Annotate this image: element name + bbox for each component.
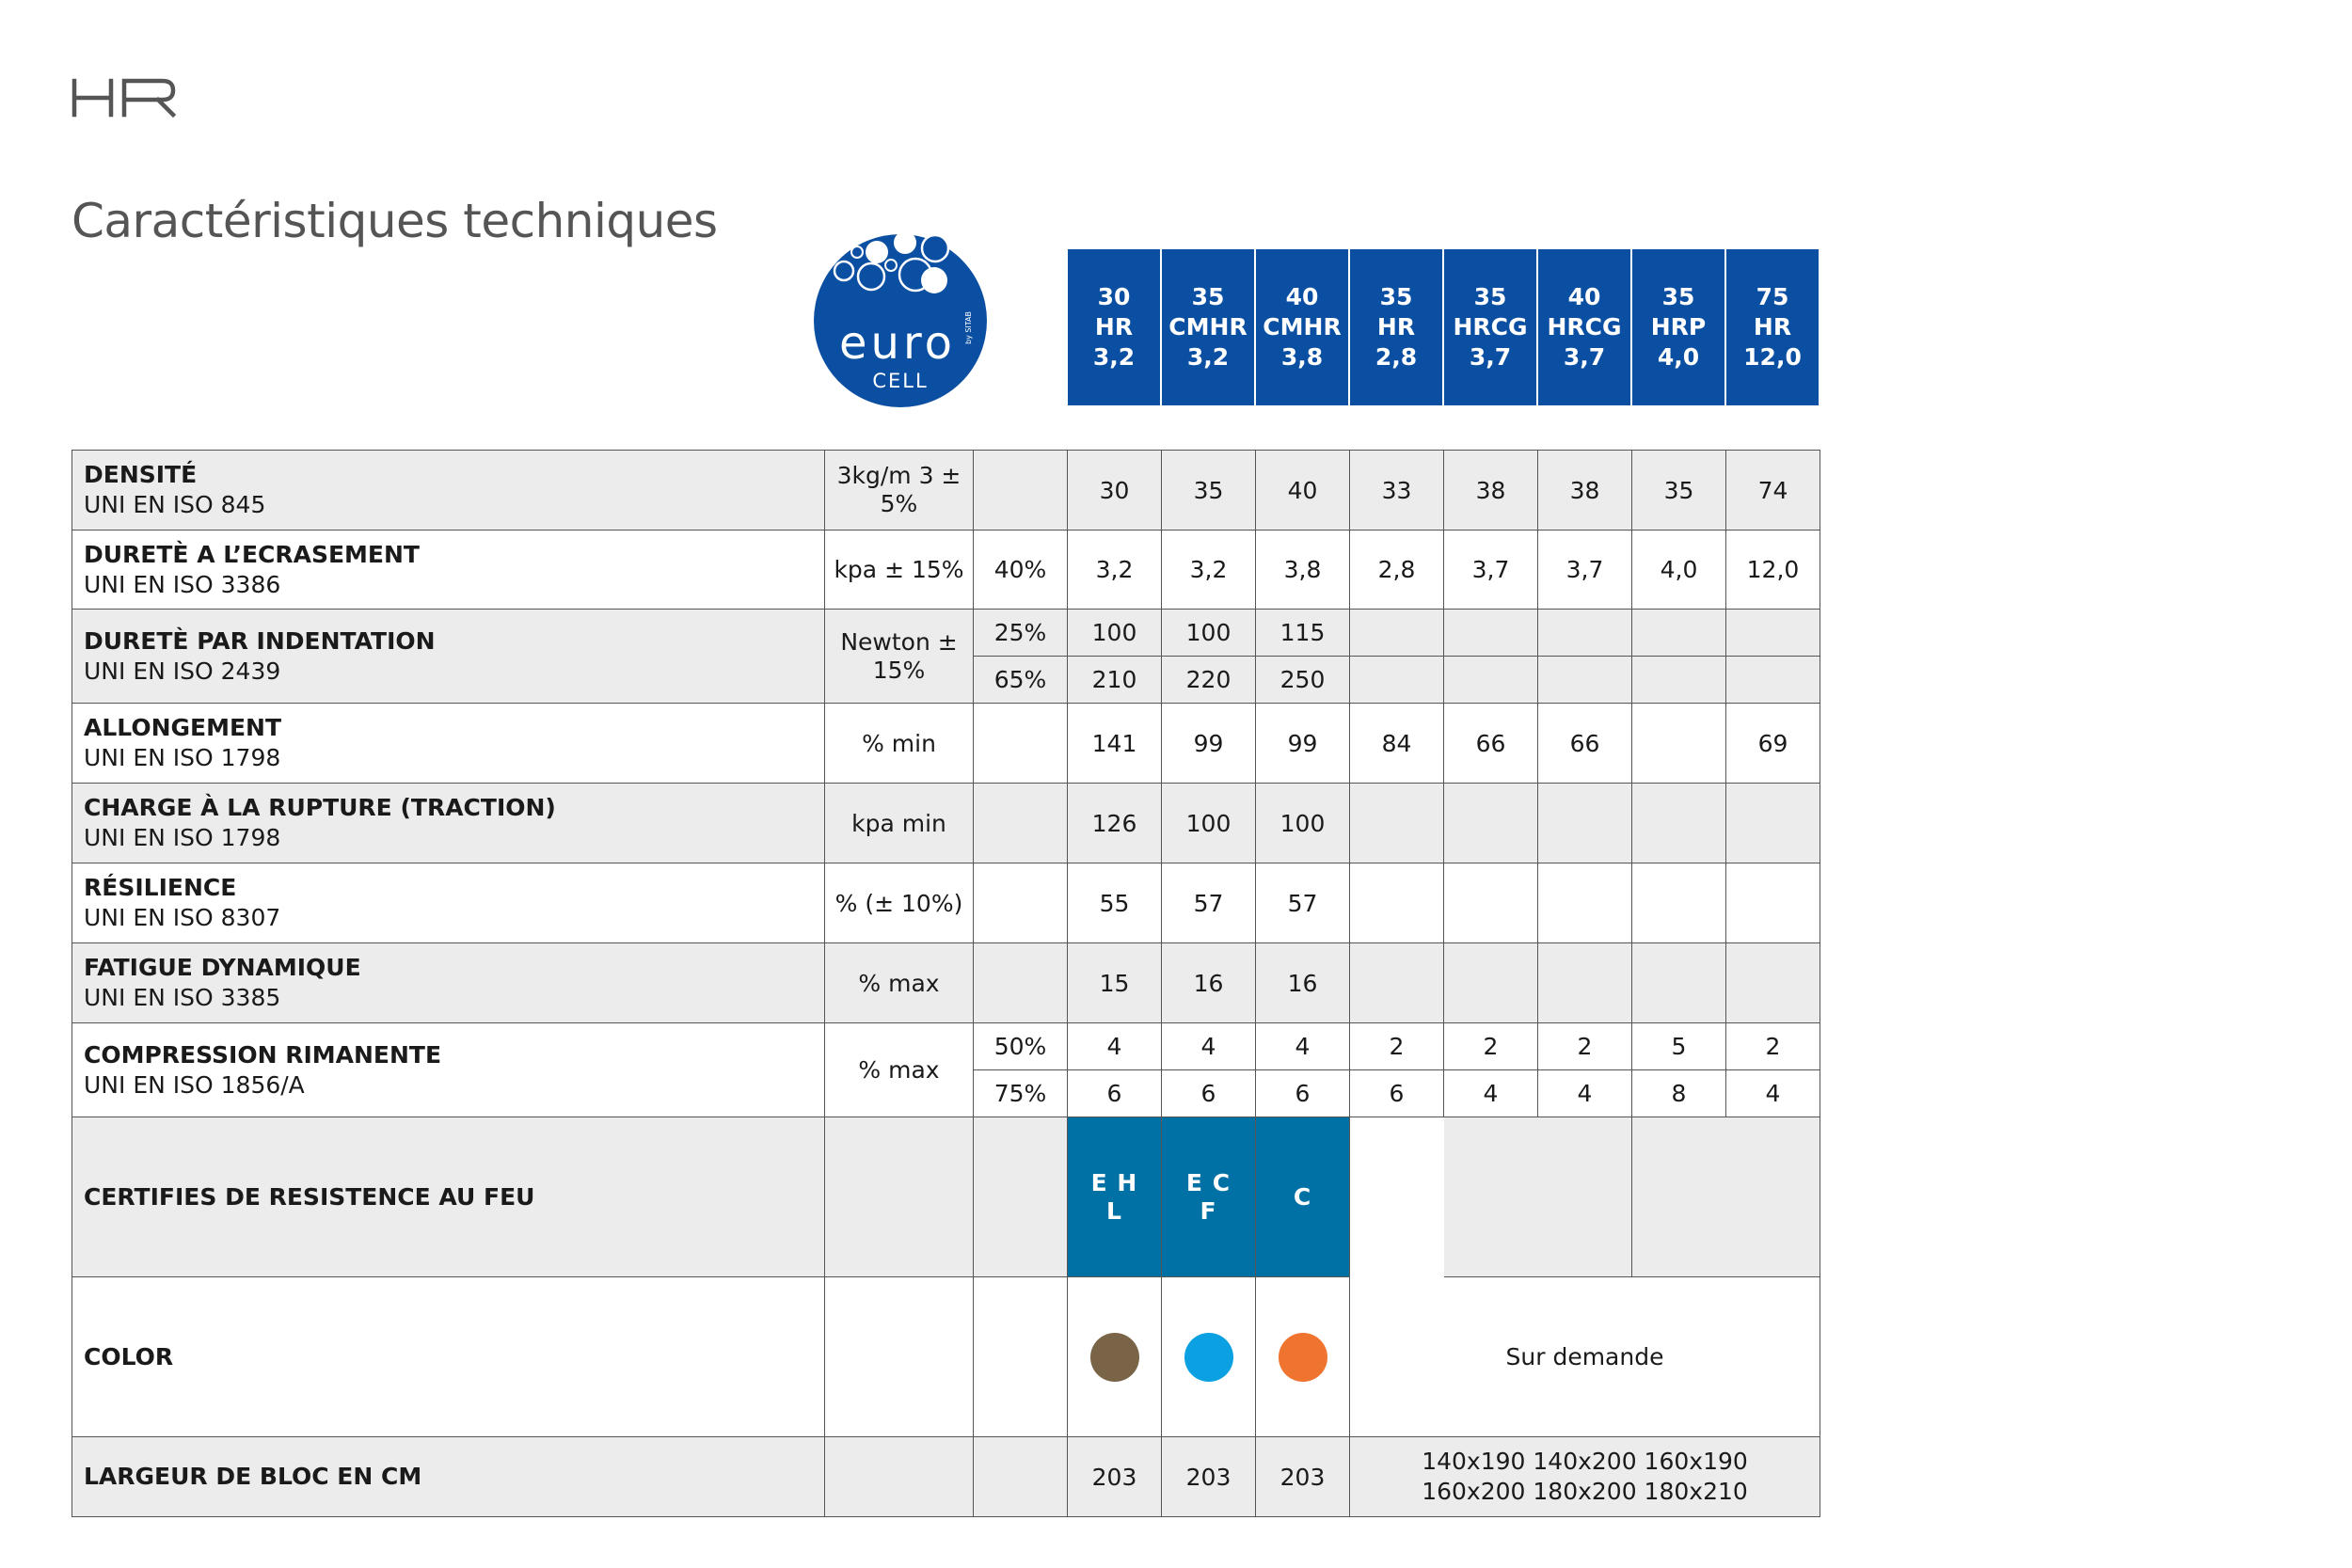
- label-color: COLOR: [72, 1277, 825, 1437]
- label-densite: DENSITÉ UNI EN ISO 845: [72, 451, 825, 531]
- cell: 100: [1162, 610, 1256, 657]
- product-header-3: 40 CMHR 3,8: [1256, 249, 1348, 405]
- sub-durete-indentation-2: 65%: [974, 657, 1068, 704]
- product-header-5: 35 HRCG 3,7: [1444, 249, 1536, 405]
- cell: 4: [1726, 1070, 1820, 1117]
- sub-compression-2: 75%: [974, 1070, 1068, 1117]
- color-note: Sur demande: [1350, 1277, 1820, 1437]
- product-header-8: 75 HR 12,0: [1726, 249, 1819, 405]
- row-color: [72, 1277, 1820, 1437]
- row-feu: [72, 1117, 1820, 1277]
- eurocell-logo: [813, 233, 988, 408]
- fire-cert-2: E C F: [1162, 1117, 1256, 1277]
- cell: 57: [1162, 863, 1256, 943]
- product-header-1: 30 HR 3,2: [1068, 249, 1160, 405]
- cell: 99: [1162, 704, 1256, 784]
- cell: 203: [1256, 1437, 1350, 1517]
- label-feu: CERTIFIES DE RESISTENCE AU FEU: [72, 1117, 825, 1277]
- row-resilience: [72, 863, 1820, 943]
- cell: 38: [1444, 451, 1538, 531]
- row-durete-ecrasement: [72, 531, 1820, 610]
- row-largeur: [72, 1437, 1820, 1517]
- cell: 6: [1256, 1070, 1350, 1117]
- specs-table: [72, 450, 1820, 1517]
- fire-cert-1: E H L: [1068, 1117, 1162, 1277]
- cell: 126: [1068, 784, 1162, 863]
- cell: 203: [1068, 1437, 1162, 1517]
- row-densite: [72, 451, 1820, 531]
- row-compression-a: [72, 1023, 1820, 1070]
- row-allongement: [72, 704, 1820, 784]
- label-largeur: LARGEUR DE BLOC EN CM: [72, 1437, 825, 1517]
- unit-allongement: % min: [825, 704, 974, 784]
- unit-durete-indentation: Newton ± 15%: [825, 610, 974, 704]
- cell: 57: [1256, 863, 1350, 943]
- cell: 4: [1444, 1070, 1538, 1117]
- page-title: Caractéristiques techniques: [72, 194, 718, 248]
- cell: 250: [1256, 657, 1350, 704]
- cell: 220: [1162, 657, 1256, 704]
- sub-compression-1: 50%: [974, 1023, 1068, 1070]
- label-durete-ecrasement: DURETÈ A L’ECRASEMENT UNI EN ISO 3386: [72, 531, 825, 610]
- cell: 12,0: [1726, 531, 1820, 610]
- label-fatigue: FATIGUE DYNAMIQUE UNI EN ISO 3385: [72, 943, 825, 1023]
- eurocell-sub: CELL: [872, 370, 929, 392]
- label-allongement: ALLONGEMENT UNI EN ISO 1798: [72, 704, 825, 784]
- unit-compression: % max: [825, 1023, 974, 1117]
- cell: 8: [1632, 1070, 1726, 1117]
- row-fatigue: [72, 943, 1820, 1023]
- cell: [1632, 704, 1726, 784]
- product-header-7: 35 HRP 4,0: [1632, 249, 1724, 405]
- fire-cert-3: C: [1256, 1117, 1350, 1277]
- cell: 30: [1068, 451, 1162, 531]
- cell: 6: [1350, 1070, 1444, 1117]
- unit-densite: 3kg/m 3 ± 5%: [825, 451, 974, 531]
- block-sizes: 140x190 140x200 160x190 160x200 180x200 180x210: [1350, 1437, 1820, 1517]
- cell: 4: [1256, 1023, 1350, 1070]
- cell: 69: [1726, 704, 1820, 784]
- cell: 15: [1068, 943, 1162, 1023]
- cell: 35: [1162, 451, 1256, 531]
- cell: 203: [1162, 1437, 1256, 1517]
- cell: 210: [1068, 657, 1162, 704]
- cell: 3,2: [1162, 531, 1256, 610]
- cell: 4: [1538, 1070, 1632, 1117]
- cell: 3,7: [1444, 531, 1538, 610]
- cell: 2: [1444, 1023, 1538, 1070]
- cell: 33: [1350, 451, 1444, 531]
- hr-logo: [72, 77, 177, 119]
- sub-durete-indentation-1: 25%: [974, 610, 1068, 657]
- cell: 2: [1726, 1023, 1820, 1070]
- cell: 74: [1726, 451, 1820, 531]
- product-header-2: 35 CMHR 3,2: [1162, 249, 1254, 405]
- cell: 3,8: [1256, 531, 1350, 610]
- label-resilience: RÉSILIENCE UNI EN ISO 8307: [72, 863, 825, 943]
- cell: 3,7: [1538, 531, 1632, 610]
- cell: 2,8: [1350, 531, 1444, 610]
- cell: 16: [1162, 943, 1256, 1023]
- color-swatch-orange: [1279, 1333, 1327, 1382]
- unit-fatigue: % max: [825, 943, 974, 1023]
- cell: 6: [1068, 1070, 1162, 1117]
- unit-durete-ecrasement: kpa ± 15%: [825, 531, 974, 610]
- sub-durete-ecrasement: 40%: [974, 531, 1068, 610]
- row-charge-rupture: [72, 784, 1820, 863]
- cell: 99: [1256, 704, 1350, 784]
- cell: 84: [1350, 704, 1444, 784]
- cell: 100: [1068, 610, 1162, 657]
- cell: 6: [1162, 1070, 1256, 1117]
- row-durete-indentation-a: [72, 610, 1820, 657]
- cell: 66: [1444, 704, 1538, 784]
- unit-resilience: % (± 10%): [825, 863, 974, 943]
- cell: 5: [1632, 1023, 1726, 1070]
- eurocell-by: by SITAB: [964, 310, 973, 344]
- cell: 35: [1632, 451, 1726, 531]
- cell: 141: [1068, 704, 1162, 784]
- cell: 115: [1256, 610, 1350, 657]
- cell: 4: [1162, 1023, 1256, 1070]
- cell: 3,2: [1068, 531, 1162, 610]
- eurocell-word: euro: [839, 317, 956, 370]
- cell: 4: [1068, 1023, 1162, 1070]
- unit-charge-rupture: kpa min: [825, 784, 974, 863]
- cell: 66: [1538, 704, 1632, 784]
- label-compression: COMPRESSION RIMANENTE UNI EN ISO 1856/A: [72, 1023, 825, 1117]
- color-swatch-brown: [1090, 1333, 1139, 1382]
- cell: 38: [1538, 451, 1632, 531]
- cell: 16: [1256, 943, 1350, 1023]
- cell: 2: [1538, 1023, 1632, 1070]
- cell: 4,0: [1632, 531, 1726, 610]
- label-durete-indentation: DURETÈ PAR INDENTATION UNI EN ISO 2439: [72, 610, 825, 704]
- product-header-4: 35 HR 2,8: [1350, 249, 1442, 405]
- cell: 100: [1256, 784, 1350, 863]
- cell: 2: [1350, 1023, 1444, 1070]
- color-swatch-blue: [1184, 1333, 1233, 1382]
- product-header-6: 40 HRCG 3,7: [1538, 249, 1630, 405]
- cell: 55: [1068, 863, 1162, 943]
- cell: 40: [1256, 451, 1350, 531]
- cell: 100: [1162, 784, 1256, 863]
- label-charge-rupture: CHARGE À LA RUPTURE (TRACTION) UNI EN ISO 1798: [72, 784, 825, 863]
